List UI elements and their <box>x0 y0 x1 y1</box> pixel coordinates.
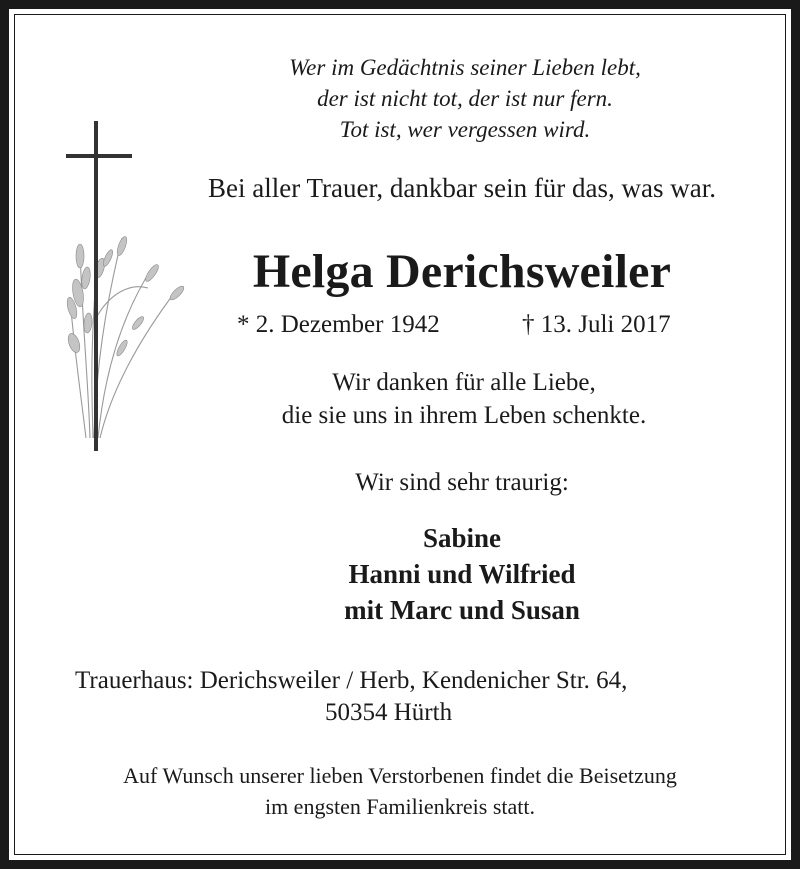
mourner-name-1: Sabine <box>422 523 502 553</box>
motto-line-3: Tot ist, wer vergessen wird. <box>339 117 591 142</box>
death-date: † 13. Juli 2017 <box>522 311 671 338</box>
motto-line-1: Wer im Gedächtnis seiner Lieben lebt, <box>289 55 641 80</box>
birth-date: * 2. Dezember 1942 <box>237 311 440 338</box>
mourner-name-3: mit Marc und Susan <box>344 595 580 625</box>
mourners-intro: Wir sind sehr traurig: <box>355 469 569 496</box>
intro-text: Bei aller Trauer, dankbar sein für das, was war. <box>207 173 717 203</box>
thanks-line-1: Wir danken für alle Liebe, <box>332 369 596 396</box>
address-line-1: Trauerhaus: Derichsweiler / Herb, Kendenicher Str. 64, <box>75 667 628 694</box>
note-line-2: im engsten Familienkreis statt. <box>264 794 536 819</box>
thanks-line-2: die sie uns in ihrem Leben schenkte. <box>281 402 647 429</box>
deceased-name: Helga Derichsweiler <box>252 245 672 298</box>
address-line-2: 50354 Hürth <box>325 699 453 726</box>
mourner-name-2: Hanni und Wilfried <box>348 559 576 589</box>
note-line-1: Auf Wunsch unserer lieben Verstorbenen findet die Beisetzung <box>123 763 677 788</box>
motto-line-2: der ist nicht tot, der ist nur fern. <box>317 86 613 111</box>
